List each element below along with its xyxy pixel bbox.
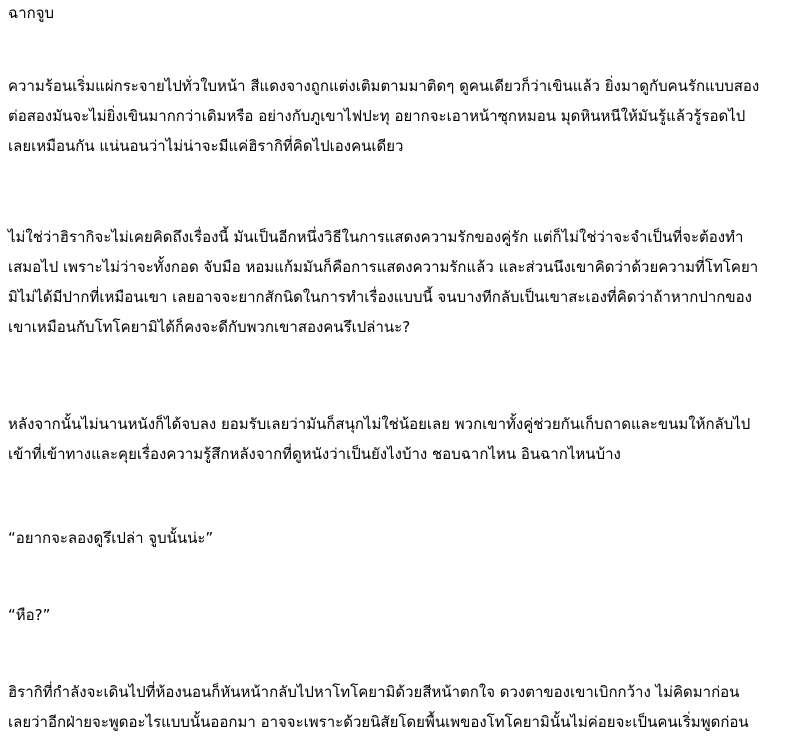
paragraph-line: ไม่ใช่ว่าฮิรากิจะไม่เคยคิดถึงเรื่องนี้ มันเป็นอีกหนึ่งวิธีในการแสดงความรักของคู่รัก แต่ก็ไม่ใช่ว่าจะจำเป็นที่จะต้องทำ [8, 228, 744, 246]
paragraph-line: ความร้อนเริ่มแผ่กระจายไปทั่วใบหน้า สีแดงจางถูกแต่งเติมตามมาติดๆ ดูคนเดียวก็ว่าเขินแล้ว ยิ่งมาดูกับคนรักแบบสอง [8, 77, 760, 95]
paragraph-4 [8, 677, 790, 737]
paragraph-line: เสมอไป เพราะไม่ว่าจะทั้งกอด จับมือ หอมแก้มมันก็คือการแสดงความรักแล้ว และส่วนนึงเขาคิดว่าด้วยความที่โทโคยา [8, 258, 759, 276]
paragraph-line: ฮิรากิที่กำลังจะเดินไปที่ห้องนอนก็หันหน้ากลับไปหาโทโคยามิด้วยสีหน้าตกใจ ดวงตาของเขาเบิกกว้าง ไม่คิดมาก่อน [8, 683, 740, 701]
paragraph-line: เลยเหมือนกัน แน่นอนว่าไม่น่าจะมีแค่ฮิรากิที่คิดไปเองคนเดียว [8, 137, 404, 155]
scene-title [8, 0, 790, 28]
dialogue-2 [8, 600, 790, 630]
paragraph-line: หลังจากนั้นไม่นานหนังก็ได้จบลง ยอมรับเลยว่ามันก็สนุกไม่ใช่น้อยเลย พวกเขาทั้งคู่ช่วยกันเก็บถาดและขนมให้กลับไป [8, 415, 751, 433]
paragraph-3 [8, 409, 790, 469]
paragraph-line: เขาเหมือนกับโทโคยามิได้ก็คงจะดีกับพวกเขาสองคนรึเปล่านะ? [8, 318, 411, 336]
dialogue-line: “อยากจะลองดูรึเปล่า จูบนั้นน่ะ” [8, 529, 214, 547]
scene-title-text: ฉากจูบ [8, 4, 55, 22]
paragraph-line: เข้าที่เข้าทางและคุยเรื่องความรู้สึกหลังจากที่ดูหนังว่าเป็นยังไงบ้าง ชอบฉากไหน อินฉากไหนบ้าง [8, 445, 621, 463]
dialogue-1 [8, 523, 790, 553]
dialogue-line: “หือ?” [8, 606, 51, 624]
paragraph-line: มิไม่ได้มีปากที่เหมือนเขา เลยอาจจะยากสักนิดในการทำเรื่องแบบนี้ จนบางทีกลับเป็นเขาสะเองที่คิดว่าถ้าหากปากของ [8, 288, 752, 306]
paragraph-2 [8, 222, 790, 342]
paragraph-line: เลยว่าอีกฝ่ายจะพูดอะไรแบบนั้นออกมา อาจจะเพราะด้วยนิสัยโดยพื้นเพของโทโคยามินั้นไม่ค่อยจะเป็นคนเริ่มพูดก่อน [8, 713, 749, 731]
paragraph-1 [8, 71, 790, 161]
paragraph-line: ต่อสองมันจะไม่ยิ่งเขินมากกว่าเดิมหรือ อย่างกับภูเขาไฟปะทุ อยากจะเอาหน้าซุกหมอน มุดหินหนีให้มันรู้แล้วรู้รอดไป [8, 107, 746, 125]
